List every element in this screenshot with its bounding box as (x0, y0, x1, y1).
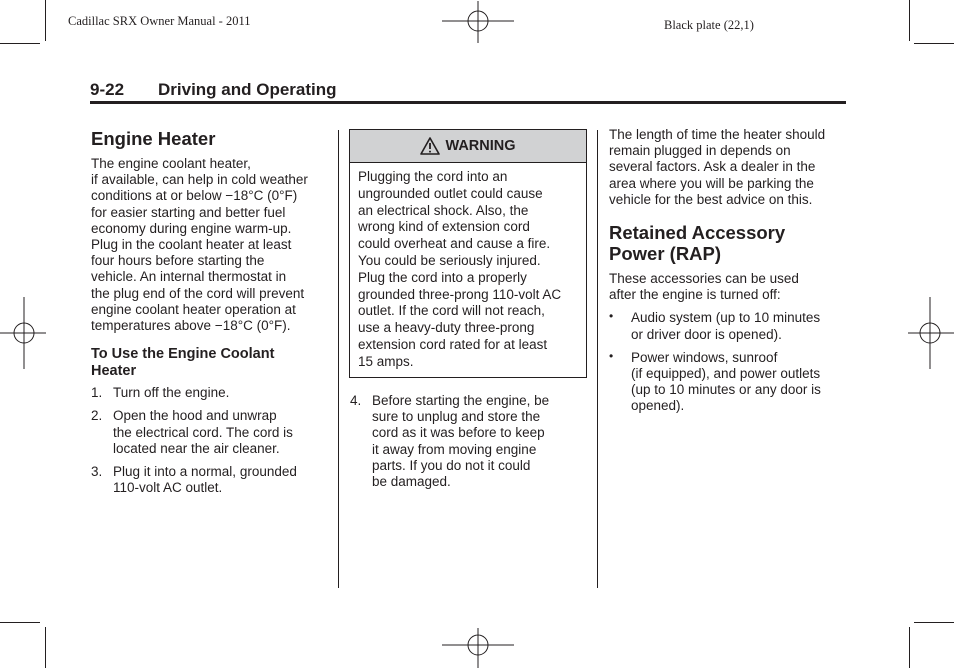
column-3 (609, 127, 849, 422)
crop-mark-bl-vertical (45, 627, 46, 668)
warning-box (349, 129, 587, 378)
column-1 (91, 128, 331, 503)
registration-mark-left-icon (0, 297, 46, 369)
print-header-left: Cadillac SRX Owner Manual - 2011 (68, 14, 251, 28)
warning-text: Plugging the cord into an ungrounded outlet could cause an electrical shock. Also, the wrong kind of extension cord could overheat and cause a fire. You could be seriously injured. Plug the cord into a properly grounded three-prong 110-volt AC outlet. If the cord will not reach, use a heavy-duty three-prong extension cord rated for at least 15 amps. (358, 169, 562, 369)
list-item: • Audio system (up to 10 minutes or driver door is opened). (609, 309, 821, 342)
column-2-steps (350, 393, 590, 497)
registration-mark-bottom-icon (442, 624, 514, 668)
rap-heading: Retained Accessory Power (RAP) (609, 222, 786, 265)
bullet-icon: • (609, 348, 614, 363)
list-item: 3. Plug it into a normal, grounded 110-volt AC outlet. (91, 464, 297, 496)
steps-list-continued (350, 393, 590, 490)
column-divider-1 (338, 130, 339, 588)
warning-triangle-icon (420, 137, 440, 155)
registration-mark-top-icon (442, 1, 514, 47)
list-item: 2. Open the hood and unwrap the electrical cord. The cord is located near the air cleaner. (91, 408, 293, 456)
page-header (90, 80, 337, 100)
steps-list (91, 385, 331, 496)
engine-heater-intro: The engine coolant heater, if available, can help in cold weather conditions at or below −18°C (0°F) for easier starting and better fuel economy during engine warm-up. Plug in the coolant heater at least four hours before starting the vehicle. An internal thermostat in the plug end of the cord will prevent engine coolant heater operation at temperatures above −18°C (0°F). (91, 156, 308, 334)
registration-mark-right-icon (908, 297, 954, 369)
page-number: 9-22 (90, 80, 125, 99)
print-header-right: Black plate (22,1) (664, 18, 754, 32)
bullet-icon: • (609, 309, 614, 324)
coolant-heater-subheading: To Use the Engine Coolant Heater (91, 346, 275, 379)
header-rule (90, 101, 846, 104)
column-divider-2 (597, 130, 598, 588)
warning-header (350, 130, 586, 163)
warning-title: WARNING (445, 138, 516, 154)
chapter-title: Driving and Operating (158, 80, 337, 99)
list-item: 1. Turn off the engine. (91, 385, 230, 401)
crop-mark-bl-horizontal (0, 622, 40, 623)
rap-intro: These accessories can be used after the engine is turned off: (609, 271, 799, 303)
crop-mark-tl-vertical (45, 0, 46, 41)
crop-mark-tl-horizontal (0, 43, 40, 44)
crop-mark-tr-vertical (909, 0, 910, 41)
crop-mark-br-vertical (909, 627, 910, 668)
list-item: • Power windows, sunroof (if equipped), and power outlets (up to 10 minutes or any door is opened). (609, 348, 821, 414)
list-item: 4. Before starting the engine, be sure to unplug and store the cord as it was before to keep it away from moving engine parts. If you do not it could be damaged. (350, 393, 550, 490)
engine-heater-heading: Engine Heater (91, 128, 216, 149)
crop-mark-tr-horizontal (914, 43, 954, 44)
rap-bullet-list (609, 310, 849, 414)
crop-mark-br-horizontal (914, 622, 954, 623)
heater-duration-text: The length of time the heater should remain plugged in depends on several factors. Ask a dealer in the area where you will be parking the vehicle for the best advice on this. (609, 127, 826, 207)
